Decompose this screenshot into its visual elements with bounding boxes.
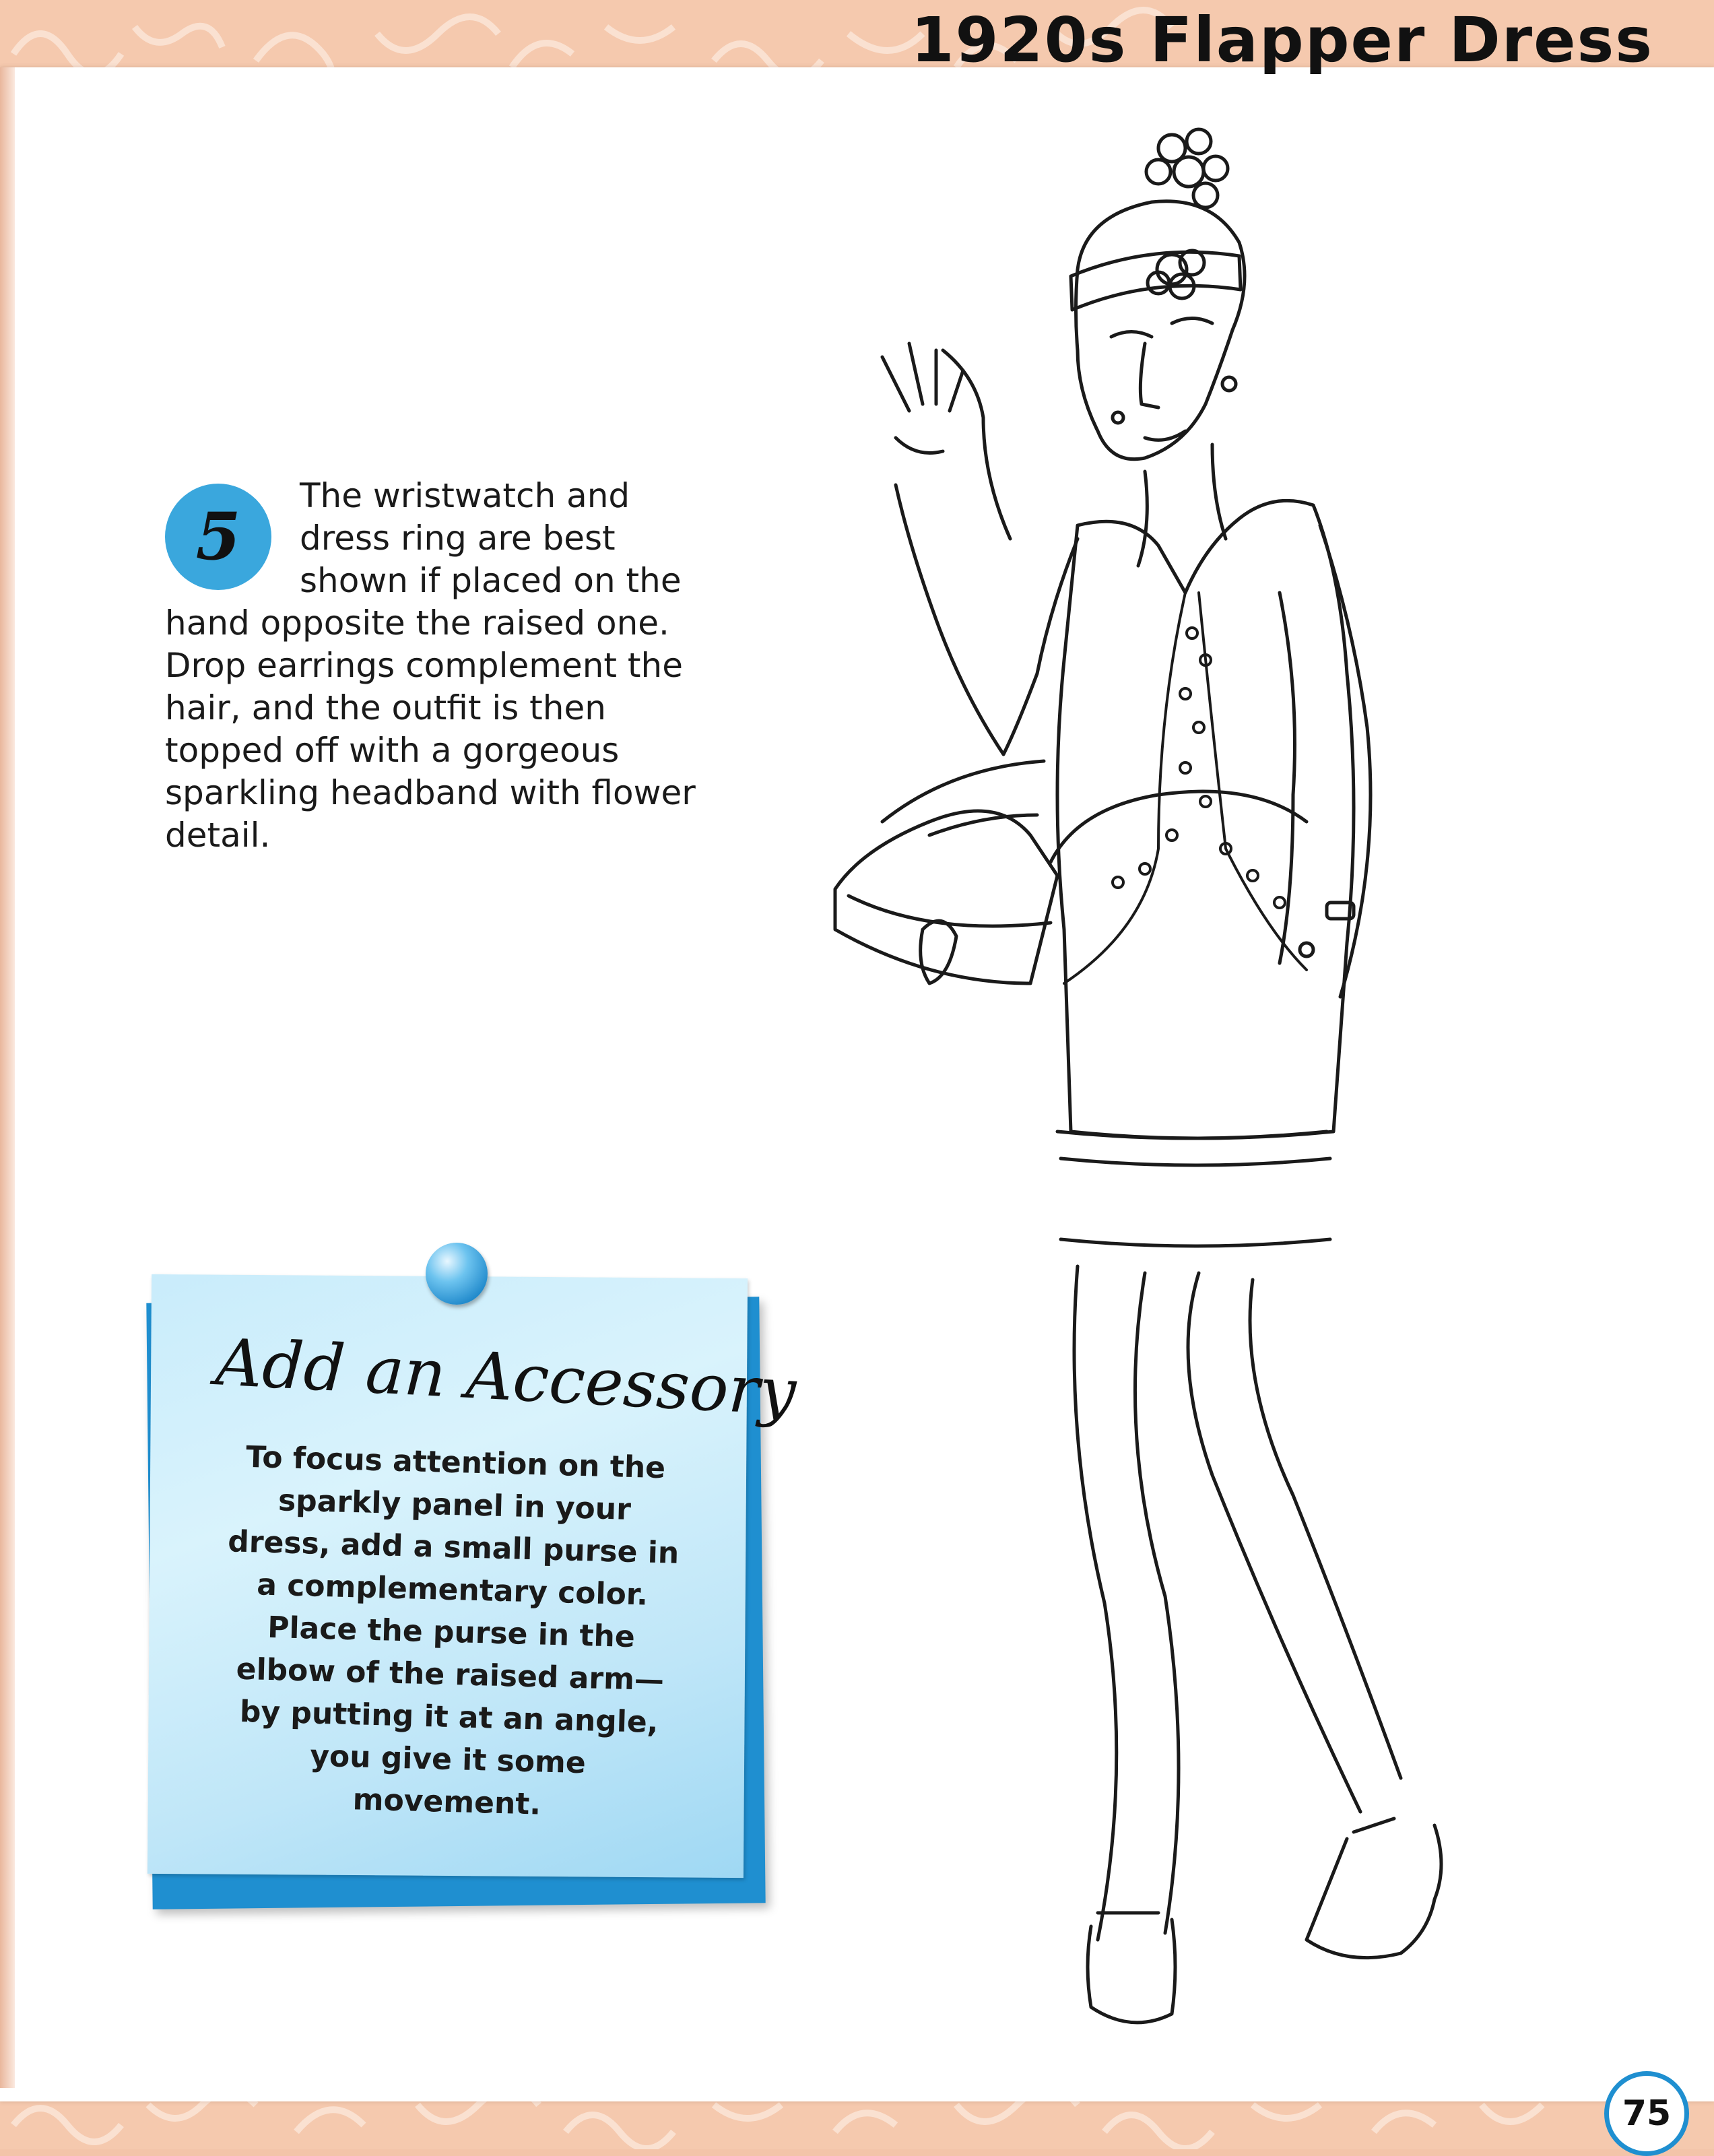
note-body: To focus attention on the sparkly panel in your dress, add a small purse in a complementary color. Place the purse in the elbow of the raised arm—by putting it at an angle, you give it some movement. bbox=[227, 1439, 680, 1822]
ring-icon bbox=[1300, 943, 1313, 956]
sequin-panel bbox=[1064, 593, 1307, 983]
note-title: Add an Accessory bbox=[213, 1324, 798, 1431]
headband-flower bbox=[1148, 251, 1204, 298]
raised-arm bbox=[896, 350, 1078, 754]
right-shoe bbox=[1307, 1819, 1441, 1958]
lower-arm bbox=[1280, 525, 1371, 997]
raised-hand bbox=[882, 344, 963, 453]
hair-bun bbox=[1146, 129, 1228, 207]
badge-spacer bbox=[165, 475, 300, 593]
page-edge bbox=[0, 67, 15, 2088]
step-text: The wristwatch and dress ring are best shown if placed on the hand opposite the raised one. Drop earrings complement the hair, and the outfit is then topped off with a gorgeous sparkling headband with flower detail. bbox=[165, 476, 696, 855]
dress-bodice bbox=[1057, 500, 1354, 1138]
earring bbox=[1113, 412, 1123, 423]
headband bbox=[1071, 252, 1241, 310]
page-number: 75 bbox=[1622, 2093, 1672, 2134]
push-pin-icon bbox=[426, 1243, 488, 1305]
purse bbox=[835, 811, 1057, 983]
dress-hem bbox=[1057, 1132, 1330, 1246]
earring bbox=[1222, 377, 1236, 391]
step-number: 5 bbox=[195, 498, 241, 575]
head-outline bbox=[1076, 201, 1245, 459]
left-leg bbox=[1074, 1266, 1179, 1940]
step-instructions bbox=[165, 475, 704, 857]
page-number-badge bbox=[1604, 2071, 1689, 2156]
flapper-dress-illustration bbox=[795, 121, 1536, 2061]
right-leg bbox=[1188, 1273, 1401, 1812]
page-title: 1920s Flapper Dress bbox=[911, 4, 1653, 76]
